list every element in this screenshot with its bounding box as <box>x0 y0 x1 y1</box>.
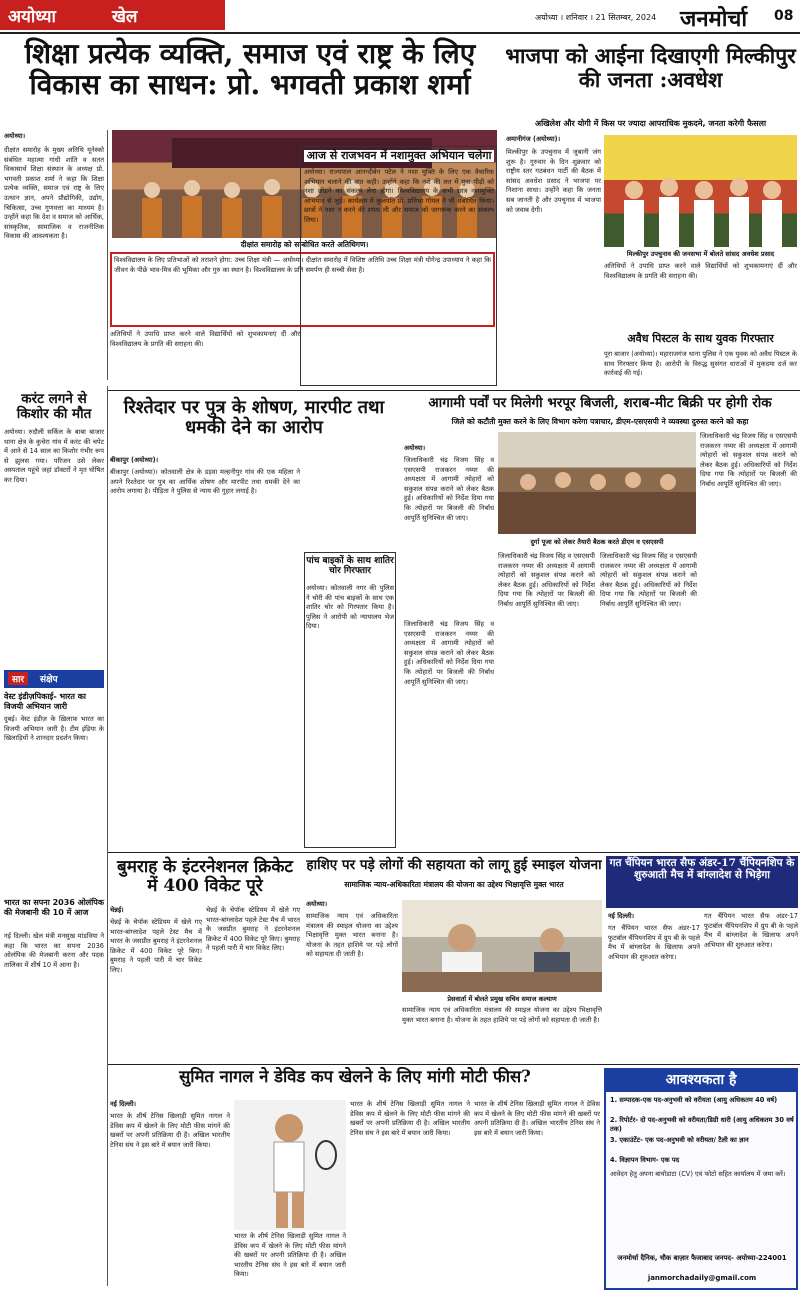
story7-caption: प्रेसवार्ता में बोलते प्रमुख सचिव समाज कल्याण <box>447 995 557 1003</box>
story3-sub2: अवैध पिस्टल के साथ युवक गिरफ्तार <box>627 332 774 345</box>
sar-label: सार <box>8 672 28 685</box>
story3-headline: भाजपा को आईना दिखाएगी मिल्कीपुर की जनता :अवधेश <box>505 43 796 92</box>
press-photo <box>402 900 602 992</box>
story4-body: बीकापुर (अयोध्या)। कोतवाली क्षेत्र के डड़वा मल्हनीपुर गांव की एक महिला ने अपने रिश्तेदार पर पुत्र का आर्थिक शोषण और मारपीट तथा धमकी देने का आरोप लगाया है। पीड़िता ने पुलिस से न्याय की गुहार लगाई है। <box>110 468 300 496</box>
paper-title: जनमोर्चा <box>680 6 748 32</box>
story5-caption: दुर्गा पूजा को लेकर तैयारी बैठक करते डीएम व एसएसपी <box>530 538 664 546</box>
story3-caption: मिल्कीपुर उपचुनाव की जनसभा में बोलते सांसद अवधेश प्रसाद <box>626 250 775 258</box>
story5-body-5: जिलाधिकारी चंद्र विजय सिंह व एसएसपी राजकरन नय्यर की अध्यक्षता में आगामी त्योहारों को सकुशल संपन्न कराने को लेकर बैठक हुई। अधिकारियों को निर्देश दिया गया कि त्योहारों पर बिजली की निर्बाध आपूर्ति सुनिश्चित की जाए। <box>404 620 494 686</box>
story4-sub-body: अयोध्या। कोतवाली नगर की पुलिस ने चोरी की पांच बाइकों के साथ एक शातिर चोर को गिरफ्तार किया है। पुलिस ने आरोपी को न्यायालय भेज दिया। <box>306 584 394 631</box>
story7-dateline: अयोध्या। <box>306 900 328 908</box>
story9-body-2: भारत के शीर्ष टेनिस खिलाड़ी सुमित नागल ने डेविस कप में खेलने के लिए मोटी फीस मांगने की खबरों पर अपनी प्रतिक्रिया दी है। अखिल भारतीय टेनिस संघ ने इस बारे में बयान जारी किया। <box>234 1232 346 1279</box>
dateline: अयोध्या । शनिवार । 21 सितम्बर, 2024 <box>535 13 657 22</box>
story1-box-text: विश्वविद्यालय के लिए प्रतिभाओं को तराशने होगा: उच्च शिक्षा मंत्री — अयोध्या। दीक्षांत समारोह में विशिष्ट अतिथि उच्च शिक्षा मंत्री योगेन्द्र उपाध्याय ने कहा कि जीवन के पीछे भाव-मित्र की भूमिका और गुरु का स्थान है। विश्वविद्यालय के प्रति समर्पण ही सच्ची सेवा है। <box>114 256 491 274</box>
story1-dateline: अयोध्या। <box>4 132 26 140</box>
story6-headline: बुमराह के इंटरनेशनल क्रिकेट में 400 विकेट पूरे <box>117 857 293 897</box>
job-ad-note: आवेदन हेतु अपना बायोडाटा (CV) एवं फोटो सहित कार्यालय में जमा करें। <box>610 1170 786 1178</box>
job-ad-line-1: 1. सम्पादक-एक पद-अनुभवी को वरीयता (आयु अधिकतम 40 वर्ष) <box>610 1096 778 1104</box>
story2-body: अयोध्या। राज्यपाल आनन्दीबेन पटेल ने नशा मुक्ति के लिए एक वैचारिक अभियान चलाने की बात कही। उन्होंने कहा कि नशे की लत में युवा पीढ़ी को नशा छोड़ने का संकल्प लेना होगा। विश्वविद्यालय के सभी छात्र नशामुक्ति अभियान से जुड़ें। कार्यक्रम में कुलपति प्रो. प्रतिभा गोयल ने भी संबोधित किया। छात्रों ने नशा न करने की शपथ ली और समाज को जागरूक करने का संकल्प लिया। <box>304 168 494 224</box>
story1-caption: दीक्षांत समारोह को सम्बोधित करते अतिथिगण। <box>240 240 369 249</box>
brief1-body: दुबई। वेस्ट इंडीज़ के ख़िलाफ़ भारत का विजयी अभियान जारी है। टीम इंडिया के खिलाड़ियों ने शानदार प्रदर्शन किया। <box>4 715 104 743</box>
story7-body-2: सामाजिक न्याय एवं अधिकारिता मंत्रालय की स्माइल योजना का उद्देश्य भिक्षावृत्ति मुक्त भारत बनाना है। योजना के तहत हाशिये पर पड़े लोगों को सहायता दी जाती है। <box>402 1006 602 1024</box>
story1-more: अतिथियों ने उपाधि प्राप्त करने वाले विद्यार्थियों को शुभकामनाएं दीं और विश्वविद्यालय के प्रगति की सराहना की। <box>110 330 300 348</box>
story8-body: गत चैंपियन भारत सैफ अंडर-17 फुटबॉल चैंपियनशिप में ग्रुप बी के पहले मैच में बांग्लादेश के खिलाफ अपने अभियान की शुरुआत करेगा। <box>608 924 700 961</box>
story6-dateline: चेन्नई। <box>110 906 124 914</box>
sankshep-label: संक्षेप <box>40 675 58 685</box>
story3-body-cont: अतिथियों ने उपाधि प्राप्त करने वाले विद्यार्थियों को शुभकामनाएं दीं और विश्वविद्यालय के प्रगति की सराहना की। <box>604 262 797 280</box>
story5-headline: आगामी पर्वों पर मिलेगी भरपूर बिजली, शराब-मीट बिक्री पर होगी रोक <box>428 395 772 411</box>
tennis-photo <box>234 1100 346 1230</box>
left-headline: करंट लगने से किशोर की मौत <box>16 391 92 423</box>
story2-headline: आज से राजभवन में नशामुक्त अभियान चलेगा <box>304 150 494 162</box>
story7-headline: हाशिए पर पड़े लोगों की सहायता को लागू हुई स्माइल योजना <box>306 857 602 873</box>
job-ad-email: janmorchadaily@gmail.com <box>647 1274 757 1282</box>
job-ad-line-2: 2. रिपोर्टर- दो पद-अनुभवी को वरीयता/डिग्री धारी (आयु अधिकतम 30 वर्ष तक) <box>610 1116 794 1133</box>
story9-headline: सुमित नागल ने डेविड कप खेलने के लिए मांगी मोटी फीस? <box>179 1067 531 1086</box>
brief2-title: भारत का सपना 2036 ओलंपिक की मेजबानी की 10 में आज <box>4 898 104 917</box>
story4-headline: रिश्तेदार पर पुत्र के शोषण, मारपीट तथा धमकी देने का आरोप <box>123 397 385 439</box>
story9-body-3: भारत के शीर्ष टेनिस खिलाड़ी सुमित नागल ने डेविस कप में खेलने के लिए मोटी फीस मांगने की खबरों पर अपनी प्रतिक्रिया दी है। अखिल भारतीय टेनिस संघ ने इस बारे में बयान जारी किया। <box>350 1100 470 1137</box>
story1-headline: शिक्षा प्रत्येक व्यक्ति, समाज एवं राष्ट्र के लिए विकास का साधन: प्रो. भगवती प्रकाश शर्मा <box>24 37 476 102</box>
meeting-photo <box>498 432 696 534</box>
story9-dateline: नई दिल्ली। <box>110 1100 137 1108</box>
story4-sub: पांच बाइकों के साथ शातिर चोर गिरफ्तार <box>306 556 394 577</box>
story3-subhead: अखिलेश और योगी में किस पर ज्यादा आपराधिक मुकदमे, जनता करेगी फैसला <box>534 119 767 128</box>
story5-body-4: जिलाधिकारी चंद्र विजय सिंह व एसएसपी राजकरन नय्यर की अध्यक्षता में आगामी त्योहारों को सकुशल संपन्न कराने को लेकर बैठक हुई। अधिकारियों को निर्देश दिया गया कि त्योहारों पर बिजली की निर्बाध आपूर्ति सुनिश्चित की जाए। <box>700 432 797 488</box>
story4-dateline: बीकापुर (अयोध्या)। <box>110 456 159 464</box>
story3-dateline: अमानीगंज (अयोध्या)। <box>506 135 561 143</box>
story9-body: भारत के शीर्ष टेनिस खिलाड़ी सुमित नागल ने डेविस कप में खेलने के लिए मोटी फीस मांगने की खबरों पर अपनी प्रतिक्रिया दी है। अखिल भारतीय टेनिस संघ ने इस बारे में बयान जारी किया। <box>110 1112 230 1149</box>
story3-body: मिल्कीपुर के उपचुनाव में जुबानी जंग शुरू है। गुरुवार के दिन शुक्रवार को राष्ट्रीय स्तर गठबंधन पार्टी की बैठक में सांसद अवधेश प्रसाद ने भाजपा पर निशाना साधा। उन्होंने कहा कि जनता सब जानती है और उपचुनाव में भाजपा को जवाब देगी। <box>506 148 601 214</box>
section-city: अयोध्या <box>8 7 56 27</box>
job-ad-address: जनमोर्चा दैनिक, चौक बाज़ार फैजाबाद जनपद- अयोध्या-224001 <box>617 1254 787 1262</box>
story8-dateline: नई दिल्ली। <box>608 912 635 920</box>
story7-subhead: सामाजिक न्याय-अधिकारिता मंत्रालय की योजना का उद्देश्य भिक्षावृत्ति मुक्त भारत <box>344 880 564 889</box>
job-ad-line-4: 4. विज्ञापन विभाग- एक पद <box>610 1156 680 1164</box>
job-ad-title: आवश्यकता है <box>665 1072 737 1088</box>
story3-sub2-body: पूरा बाजार (अयोध्या)। महाराजगंज थाना पुलिस ने एक युवक को अवैध पिस्टल के साथ गिरफ्तार किया है। आरोपी के विरुद्ध सुसंगत धाराओं में मुकदमा दर्ज कर कार्रवाई की गई। <box>604 350 797 378</box>
story5-body-2: जिलाधिकारी चंद्र विजय सिंह व एसएसपी राजकरन नय्यर की अध्यक्षता में आगामी त्योहारों को सकुशल संपन्न कराने को लेकर बैठक हुई। अधिकारियों को निर्देश दिया गया कि त्योहारों पर बिजली की निर्बाध आपूर्ति सुनिश्चित की जाए। <box>498 552 595 608</box>
story5-subhead: जिले को कटौती मुक्त करने के लिए विभाग करेगा पत्राचार, डीएम-एसएसपी ने व्यवस्था दुरुस्त करने को कहा <box>451 417 749 426</box>
story8-headline: गत चैंपियन भारत सैफ अंडर-17 चैंपियनशिप के शुरुआती मैच में बांग्लादेश से भिड़ेगा <box>609 857 795 881</box>
story5-body-3: जिलाधिकारी चंद्र विजय सिंह व एसएसपी राजकरन नय्यर की अध्यक्षता में आगामी त्योहारों को सकुशल संपन्न कराने को लेकर बैठक हुई। अधिकारियों को निर्देश दिया गया कि त्योहारों पर बिजली की निर्बाध आपूर्ति सुनिश्चित की जाए। <box>600 552 697 608</box>
story6-body: चेन्नई के चेपॉक स्टेडियम में खेले गए भारत-बांग्लादेश पहले टेस्ट मैच में भारत के जसप्रीत बुमराह ने इंटरनेशनल क्रिकेट में 400 विकेट पूरे किए। बुमराह ने पहली पारी में चार विकेट लिए। <box>110 918 202 974</box>
story5-dateline: अयोध्या। <box>404 444 426 452</box>
left-body: अयोध्या। रुदौली सर्किल के बाबा बाजार थाना क्षेत्र के कुचेरा गांव में करंट की चपेट में आने से 14 साल का किशोर गंभीर रूप से झुलस गया। परिजन उसे लेकर अस्पताल पहुंचे जहां डॉक्टरों ने मृत घोषित कर दिया। <box>4 428 104 484</box>
section-sport: खेल <box>112 7 138 27</box>
story8-body-2: गत चैंपियन भारत सैफ अंडर-17 फुटबॉल चैंपियनशिप में ग्रुप बी के पहले मैच में बांग्लादेश के खिलाफ अपने अभियान की शुरुआत करेगा। <box>704 912 798 949</box>
rally-photo <box>604 135 797 247</box>
header-rule <box>0 32 800 34</box>
story5-body: जिलाधिकारी चंद्र विजय सिंह व एसएसपी राजकरन नय्यर की अध्यक्षता में आगामी त्योहारों को सकुशल संपन्न कराने को लेकर बैठक हुई। अधिकारियों को निर्देश दिया गया कि त्योहारों पर बिजली की निर्बाध आपूर्ति सुनिश्चित की जाए। <box>404 456 494 522</box>
brief1-title: वेस्ट इंडीज़पिकाई- भारत का विजयी अभियान जारी <box>4 692 86 711</box>
page-number: 08 <box>774 8 794 24</box>
story6-body-2: चेन्नई के चेपॉक स्टेडियम में खेले गए भारत-बांग्लादेश पहले टेस्ट मैच में भारत के जसप्रीत बुमराह ने इंटरनेशनल क्रिकेट में 400 विकेट पूरे किए। बुमराह ने पहली पारी में चार विकेट लिए। <box>206 906 300 953</box>
story7-body: सामाजिक न्याय एवं अधिकारिता मंत्रालय की स्माइल योजना का उद्देश्य भिक्षावृत्ति मुक्त भारत बनाना है। योजना के तहत हाशिये पर पड़े लोगों को सहायता दी जाती है। <box>306 912 398 959</box>
story1-body: दीक्षांत समारोह के मुख्य अतिथि यूनेस्को संबंधित महात्मा गांधी शांति व सतत विकासार्थ शिक्षा संस्थान के अध्यक्ष प्रो. भगवती प्रकाश शर्मा ने कहा कि शिक्षा प्रत्येक व्यक्ति, समाज एवं राष्ट्र के लिए उत्थान ज्ञान, अपने प्रौद्योगिकी, उद्योग, चिकित्सा, उच्च गुणवत्ता का माध्यम है। उन्होंने कहा कि देश व समाज को आर्थिक, सांस्कृतिक, सामाजिक व राजनीतिक विकास की आवश्यकता है। <box>4 146 104 241</box>
brief2-body: नई दिल्ली। खेल मंत्री मनसुख मांडविया ने कहा कि भारत का सपना 2036 ओलंपिक की मेजबानी करना और पदक तालिका में शीर्ष 10 में आना है। <box>4 932 104 969</box>
job-ad-line-3: 3. एकाउंटेंट- एक पद-अनुभवी को वरीयता/ टैली का ज्ञान <box>610 1136 749 1144</box>
story9-body-4: भारत के शीर्ष टेनिस खिलाड़ी सुमित नागल ने डेविस कप में खेलने के लिए मोटी फीस मांगने की खबरों पर अपनी प्रतिक्रिया दी है। अखिल भारतीय टेनिस संघ ने इस बारे में बयान जारी किया। <box>474 1100 600 1137</box>
